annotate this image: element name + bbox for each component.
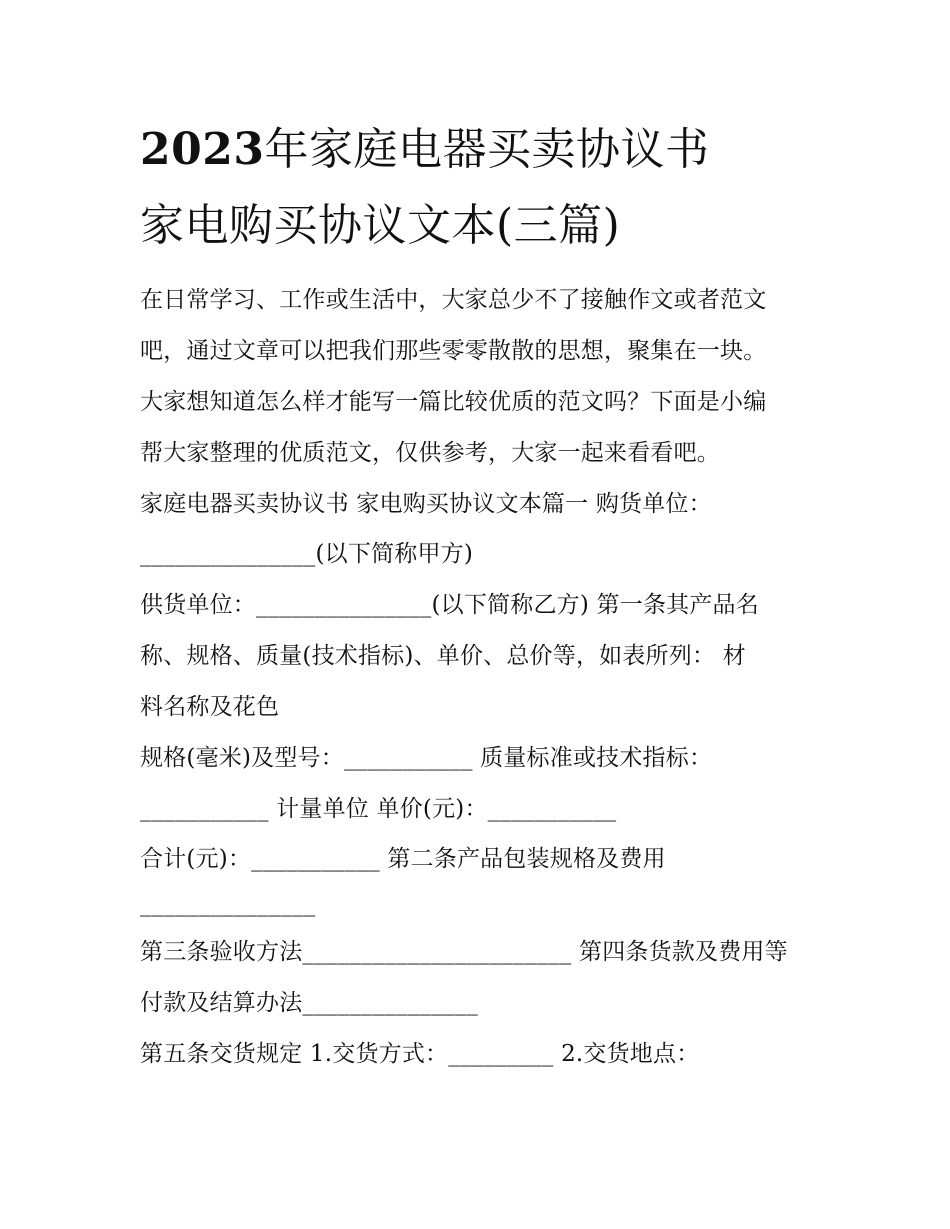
- body-line-1: 在日常学习、工作或生活中，大家总少不了接触作文或者范文: [140, 287, 767, 313]
- body-line-10: 规格(毫米)及型号：___________ 质量标准或技术指标：: [140, 745, 713, 771]
- body-line-4: 帮大家整理的优质范文，仅供参考，大家一起来看看吧。: [140, 440, 720, 466]
- title-year: 2023: [140, 124, 265, 175]
- body-line-14: 第三条验收方法_______________________ 第四条货款及费用等: [140, 939, 788, 965]
- document-title-line-2: 家电购买协议文本(三篇): [140, 200, 621, 251]
- document-title-line-1: [140, 116, 709, 184]
- body-line-5: 家庭电器买卖协议书 家电购买协议文本篇一 购货单位：: [140, 491, 712, 517]
- body-line-9: 料名称及花色: [140, 694, 280, 720]
- body-line-12: 合计(元)：___________ 第二条产品包装规格及费用: [140, 846, 666, 872]
- body-line-13: _______________: [140, 891, 316, 917]
- body-line-15: 付款及结算办法_______________: [140, 990, 478, 1016]
- body-line-11: ___________ 计量单位 单价(元)：___________: [140, 796, 617, 822]
- body-line-2: 吧，通过文章可以把我们那些零零散散的思想，聚集在一块。: [140, 338, 767, 364]
- body-line-3: 大家想知道怎么样才能写一篇比较优质的范文吗？下面是小编: [140, 389, 767, 415]
- body-line-16: 第五条交货规定 1.交货方式：_________ 2.交货地点：: [140, 1041, 700, 1067]
- title-line-1-text: 年家庭电器买卖协议书: [264, 124, 710, 175]
- body-line-6: _______________(以下简称甲方): [140, 541, 474, 567]
- body-line-8: 称、规格、质量(技术指标)、单价、总价等，如表所列： 材: [140, 643, 746, 669]
- body-line-7: 供货单位：_______________(以下简称乙方) 第一条其产品名: [140, 592, 759, 618]
